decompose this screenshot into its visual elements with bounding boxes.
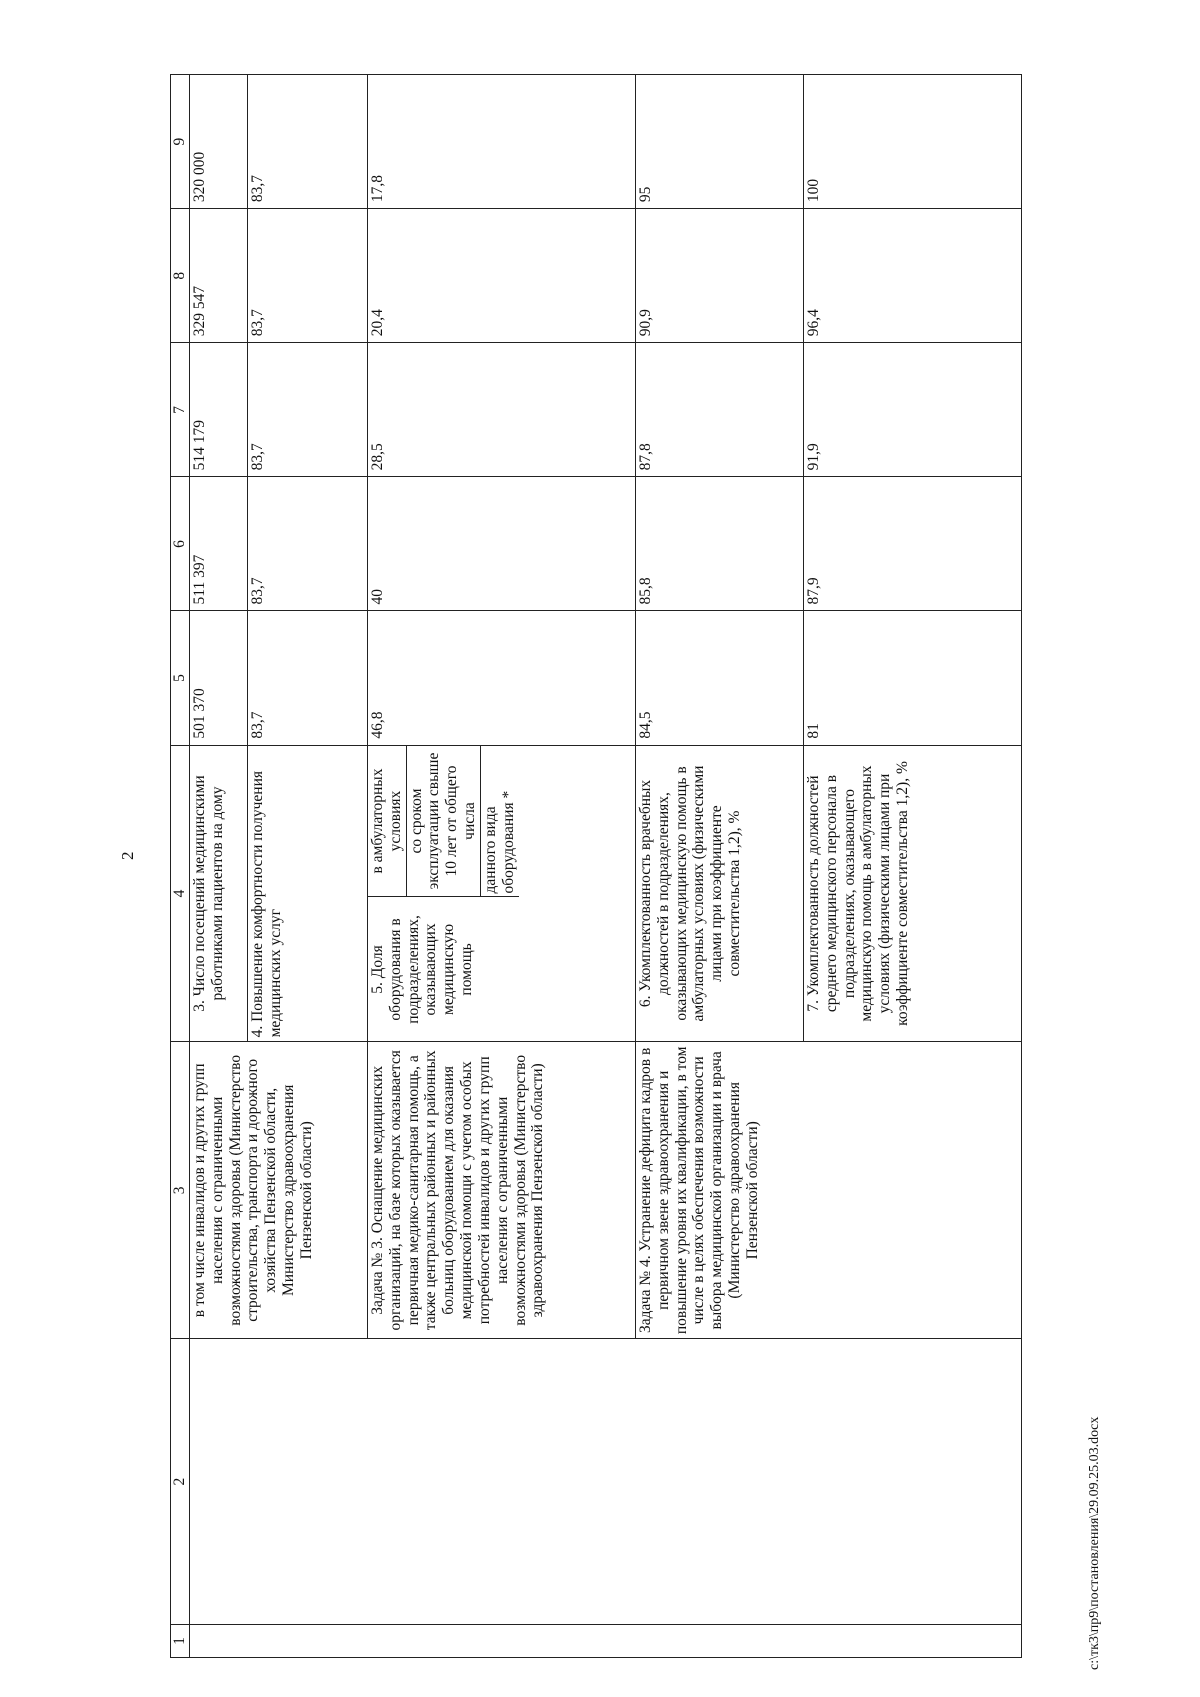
header-cell: 3 <box>171 1042 190 1339</box>
value-cell: 81 <box>804 611 1022 745</box>
value-cell: 46,8 <box>368 611 636 745</box>
header-cell: 7 <box>171 343 190 477</box>
indicators-table <box>170 74 1022 1658</box>
value-cell: 511 397 <box>190 477 248 611</box>
header-cell: 9 <box>171 75 190 209</box>
value-cell: 83,7 <box>248 209 368 343</box>
value-cell: 96,4 <box>804 209 1022 343</box>
value-cell: 91,9 <box>804 343 1022 477</box>
indicator-right <box>368 746 519 897</box>
col2-cell <box>190 1339 1022 1625</box>
value-cell: 320 000 <box>190 75 248 209</box>
header-cell: 8 <box>171 209 190 343</box>
task-description-cell: Задача № 3. Оснащение медицинских организаций, на базе которых оказывается первичная медико-санитарная помощь, а также центральных районных и районных больниц оборудованием для оказания медицинской помощи с учетом особых потребностей инвалидов и других групп населения с ограниченными возможностями здоровья (Министерство здравоохранения Пензенской области) <box>368 1042 636 1339</box>
value-cell: 83,7 <box>248 477 368 611</box>
value-cell: 87,8 <box>636 343 804 477</box>
indicator-cell: 7. Укомплектованность должностей среднего медицинского персонала в подразделениях, оказывающего медицинскую помощь в амбулаторных условиях (физическими лицами при коэффициенте совместительства 1,2), % <box>804 745 1022 1042</box>
value-cell: 87,9 <box>804 477 1022 611</box>
indicator-cell: 6. Укомплектованность врачебных должностей в подразделениях, оказывающих медицинскую помощь в амбулаторных условиях (физическими лицами при коэффициенте совместительства 1,2), % <box>636 745 804 1042</box>
header-cell: 2 <box>171 1339 190 1625</box>
indicator-sub-3: данного вида оборудования * <box>481 790 517 894</box>
value-cell: 514 179 <box>190 343 248 477</box>
indicator-left: 5. Доля оборудования в подразделениях, оказывающих медицинскую помощь <box>368 896 519 1041</box>
value-cell: 40 <box>368 477 636 611</box>
page-number: 2 <box>118 851 137 860</box>
indicator-sub-1: в амбулаторных условиях <box>368 746 407 897</box>
value-cell: 83,7 <box>248 343 368 477</box>
indicator-split <box>368 746 519 1042</box>
value-cell: 83,7 <box>248 75 368 209</box>
header-cell: 1 <box>171 1625 190 1658</box>
header-cell: 4 <box>171 745 190 1042</box>
indicator-cell: 4. Повышение комфортности получения медицинских услуг <box>248 745 368 1042</box>
header-cell: 6 <box>171 477 190 611</box>
indicator-sub-2: со сроком эксплуатации свыше 10 лет от общего числа <box>407 746 481 897</box>
header-row <box>171 75 190 1658</box>
value-cell: 17,8 <box>368 75 636 209</box>
value-cell: 95 <box>636 75 804 209</box>
value-cell: 90,9 <box>636 209 804 343</box>
value-cell: 100 <box>804 75 1022 209</box>
value-cell: 28,5 <box>368 343 636 477</box>
indicator-cell: 3. Число посещений медицинскими работниками пациентов на дому <box>190 745 248 1042</box>
col1-cell <box>190 1625 1022 1658</box>
value-cell: 329 547 <box>190 209 248 343</box>
header-cell: 5 <box>171 611 190 745</box>
footer-file-path: c:\тк3\пр9\постановления\29.09.25.03.docx <box>1087 1416 1102 1670</box>
value-cell: 501 370 <box>190 611 248 745</box>
value-cell: 83,7 <box>248 611 368 745</box>
value-cell: 85,8 <box>636 477 804 611</box>
task-description-cell: в том числе инвалидов и других групп населения с ограниченными возможностями здоровья (Министерство строительства, транспорта и дорожного хозяйства Пензенской области, Министерство здравоохранения Пензенской области) <box>190 1042 368 1339</box>
task-description-cell: Задача № 4. Устранение дефицита кадров в первичном звене здравоохранения и повышение уровня их квалификации, в том числе в целях обеспечения возможности выбора медицинской организации и врача (Министерство здравоохранения Пензенской области) <box>636 1042 1022 1339</box>
value-cell: 20,4 <box>368 209 636 343</box>
value-cell: 84,5 <box>636 611 804 745</box>
rotated-table-container <box>170 74 1020 1658</box>
indicator-cell <box>368 745 636 1042</box>
table-row <box>190 75 248 1658</box>
